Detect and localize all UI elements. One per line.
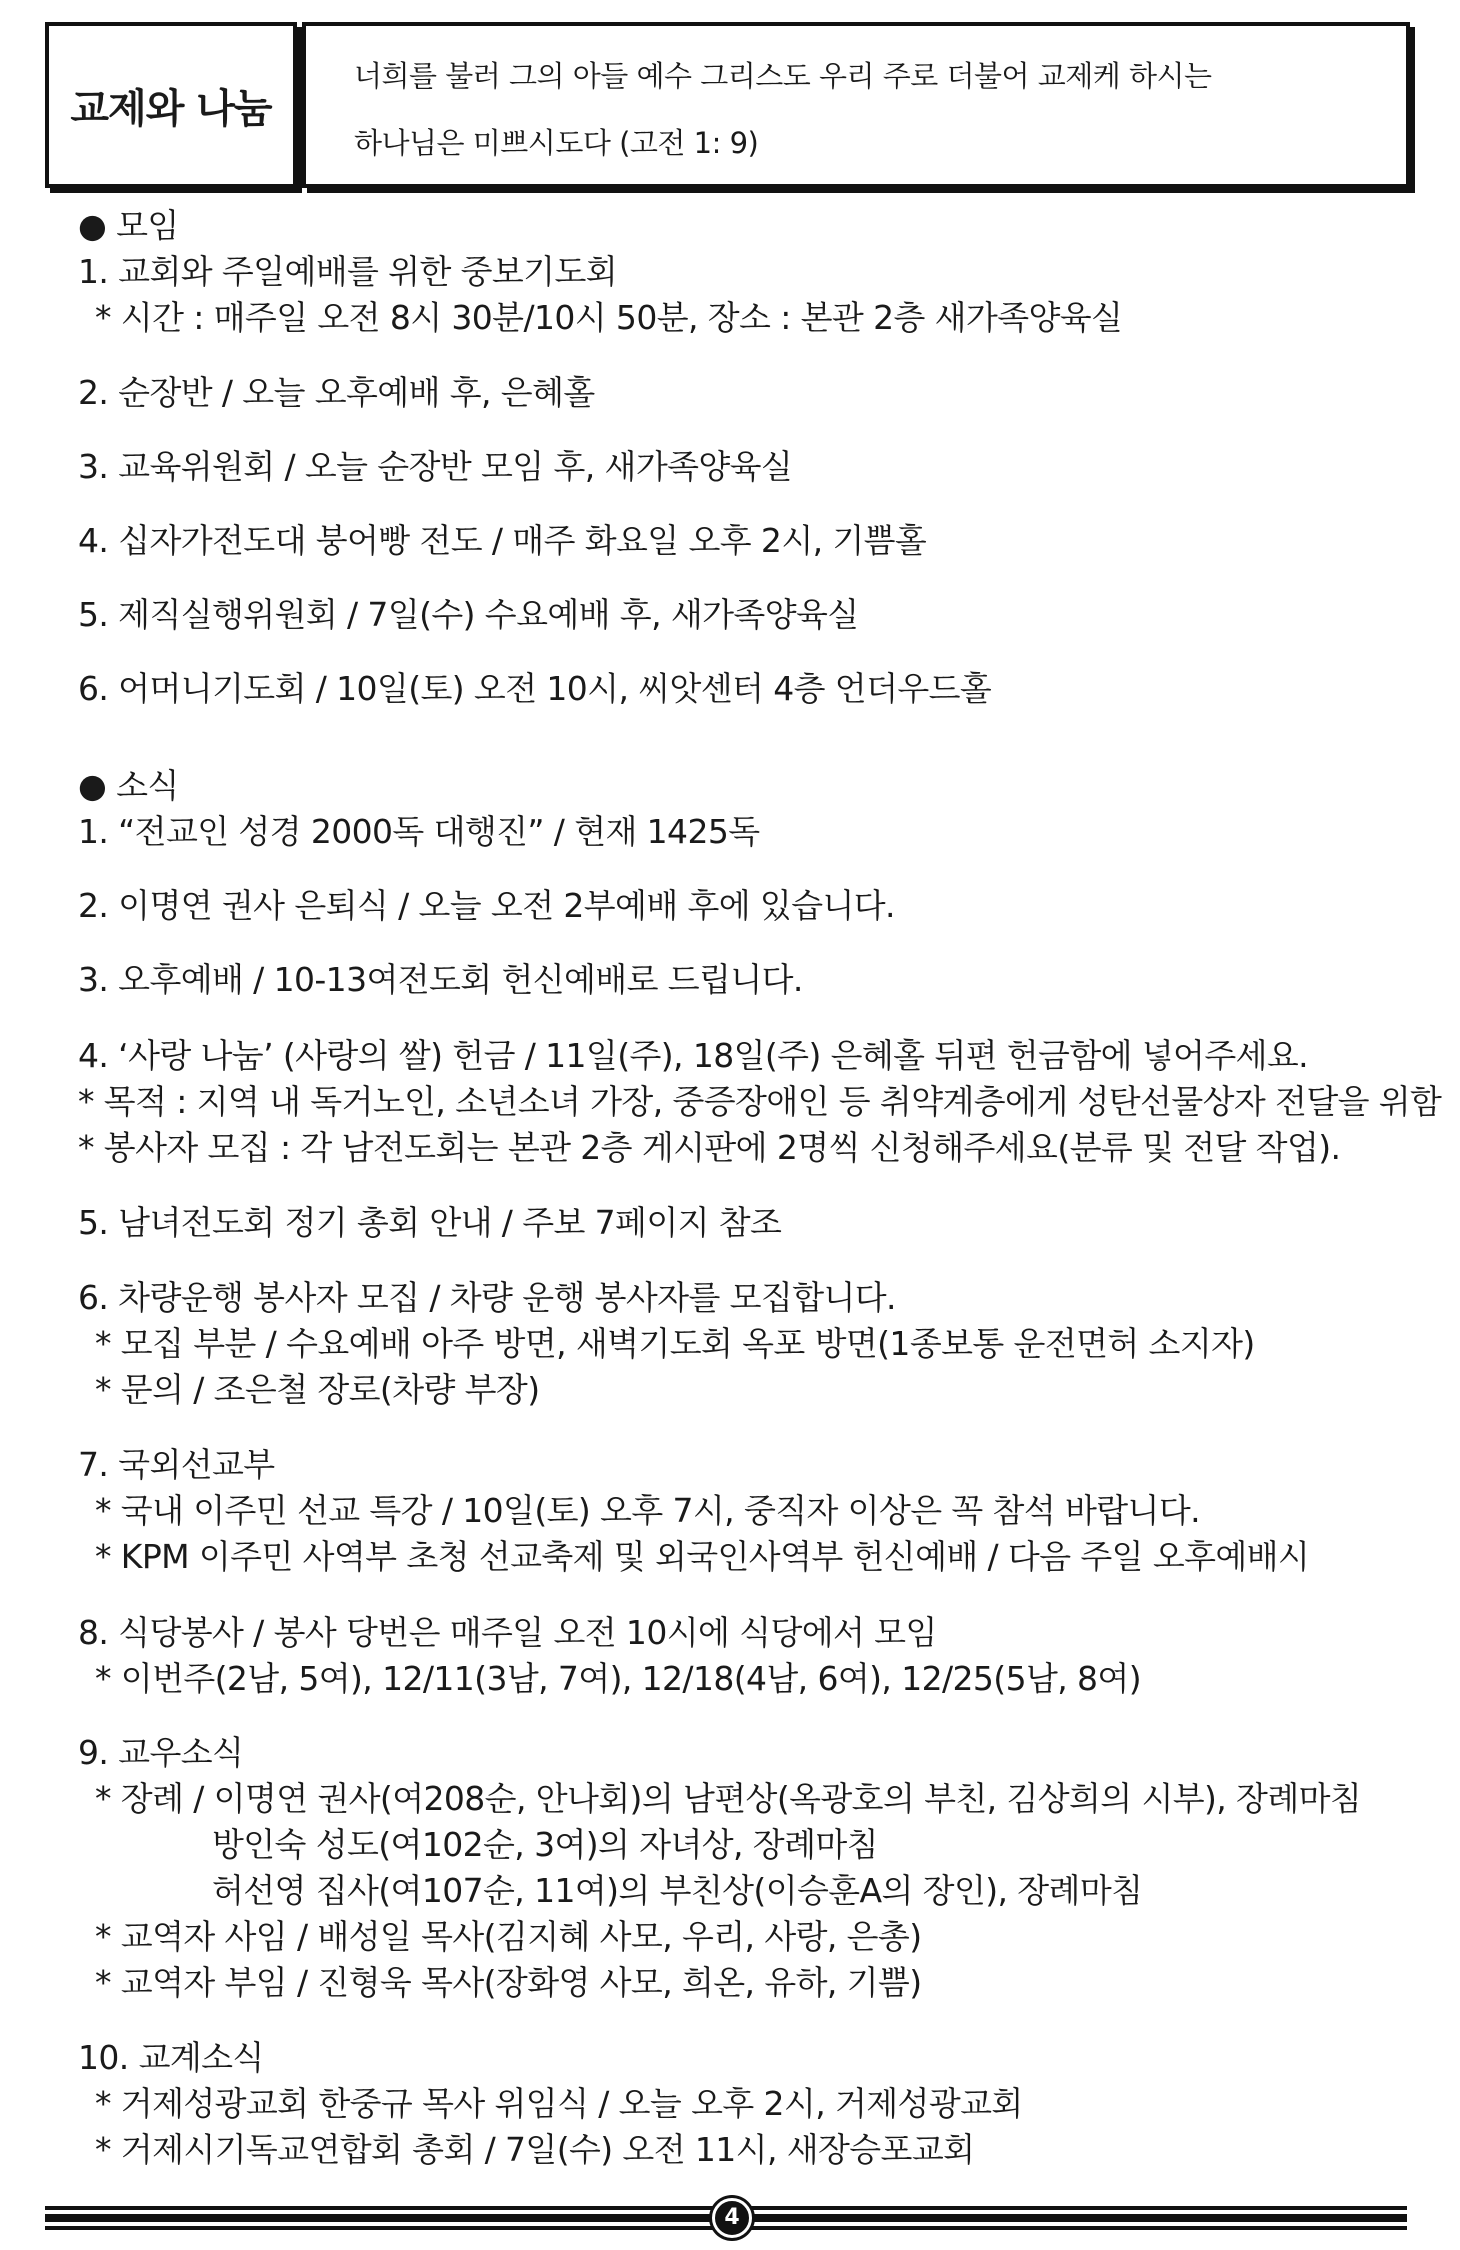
news-line: 방인숙 성도(여102순, 3여)의 자녀상, 장례마침 [212,1825,878,1864]
news-line: * KPM 이주민 사역부 초청 선교축제 및 외국인사역부 헌신예배 / 다음 주일 오후예배시 [95,1537,1310,1576]
section-title-box [45,22,297,188]
news-line: * 이번주(2남, 5여), 12/11(3남, 7여), 12/18(4남, 6여), 12/25(5남, 8여) [95,1659,1141,1698]
news-line: 5. 남녀전도회 정기 총회 안내 / 주보 7페이지 참조 [78,1203,782,1242]
verse-line-1: 너희를 불러 그의 아들 예수 그리스도 우리 주로 더불어 교제케 하시는 [354,59,1212,93]
news-line: * 거제시기독교연합회 총회 / 7일(수) 오전 11시, 새장승포교회 [95,2130,975,2169]
news-line: * 문의 / 조은철 장로(차량 부장) [95,1370,540,1409]
meetings-line: 4. 십자가전도대 붕어빵 전도 / 매주 화요일 오후 2시, 기쁨홀 [78,521,927,560]
news-line: * 거제성광교회 한중규 목사 위임식 / 오늘 오후 2시, 거제성광교회 [95,2084,1023,2123]
news-line: * 봉사자 모집 : 각 남전도회는 본관 2층 게시판에 2명씩 신청해주세요(분류 및 전달 작업). [78,1128,1341,1167]
news-line: 9. 교우소식 [78,1733,244,1772]
meetings-line: 5. 제직실행위원회 / 7일(수) 수요예배 후, 새가족양육실 [78,595,859,634]
news-line: 7. 국외선교부 [78,1445,275,1484]
verse-box [302,22,1410,188]
news-line: 6. 차량운행 봉사자 모집 / 차량 운행 봉사자를 모집합니다. [78,1278,896,1317]
news-line: * 목적 : 지역 내 독거노인, 소년소녀 가장, 중증장애인 등 취약계층에게 성탄선물상자 전달을 위함 [78,1082,1442,1121]
news-line: * 국내 이주민 선교 특강 / 10일(토) 오후 7시, 중직자 이상은 꼭 참석 바랍니다. [95,1491,1201,1530]
meetings-line: 2. 순장반 / 오늘 오후예배 후, 은혜홀 [78,373,595,412]
news-line: 3. 오후예배 / 10-13여전도회 헌신예배로 드립니다. [78,960,803,999]
news-line: 2. 이명연 권사 은퇴식 / 오늘 오전 2부예배 후에 있습니다. [78,886,895,925]
news-line: 허선영 집사(여107순, 11여)의 부친상(이승훈A의 장인), 장례마침 [212,1871,1143,1910]
page-number: 4 [712,2198,752,2238]
meetings-heading: ● 모임 [78,206,179,245]
meetings-line: * 시간 : 매주일 오전 8시 30분/10시 50분, 장소 : 본관 2층 새가족양육실 [95,298,1123,337]
verse-line-2: 하나님은 미쁘시도다 (고전 1: 9) [354,126,759,160]
news-line: 1. “전교인 성경 2000독 대행진” / 현재 1425독 [78,812,760,851]
news-heading: ● 소식 [78,766,179,805]
news-line: * 모집 부분 / 수요예배 아주 방면, 새벽기도회 옥포 방면(1종보통 운전면허 소지자) [95,1324,1255,1363]
section-title: 교제와 나눔 [70,85,272,132]
news-line: * 교역자 부임 / 진형욱 목사(장화영 사모, 희온, 유하, 기쁨) [95,1963,922,2002]
news-line: 4. ‘사랑 나눔’ (사랑의 쌀) 헌금 / 11일(주), 18일(주) 은혜홀 뒤편 헌금함에 넣어주세요. [78,1036,1309,1075]
news-line: 8. 식당봉사 / 봉사 당번은 매주일 오전 10시에 식당에서 모임 [78,1613,937,1652]
news-line: * 교역자 사임 / 배성일 목사(김지혜 사모, 우리, 사랑, 은총) [95,1917,922,1956]
news-line: * 장례 / 이명연 권사(여208순, 안나회)의 남편상(옥광호의 부친, 김상희의 시부), 장례마침 [95,1779,1362,1818]
meetings-line: 6. 어머니기도회 / 10일(토) 오전 10시, 씨앗센터 4층 언더우드홀 [78,669,992,708]
meetings-line: 1. 교회와 주일예배를 위한 중보기도회 [78,252,618,291]
news-line: 10. 교계소식 [78,2038,264,2077]
meetings-line: 3. 교육위원회 / 오늘 순장반 모임 후, 새가족양육실 [78,447,793,486]
